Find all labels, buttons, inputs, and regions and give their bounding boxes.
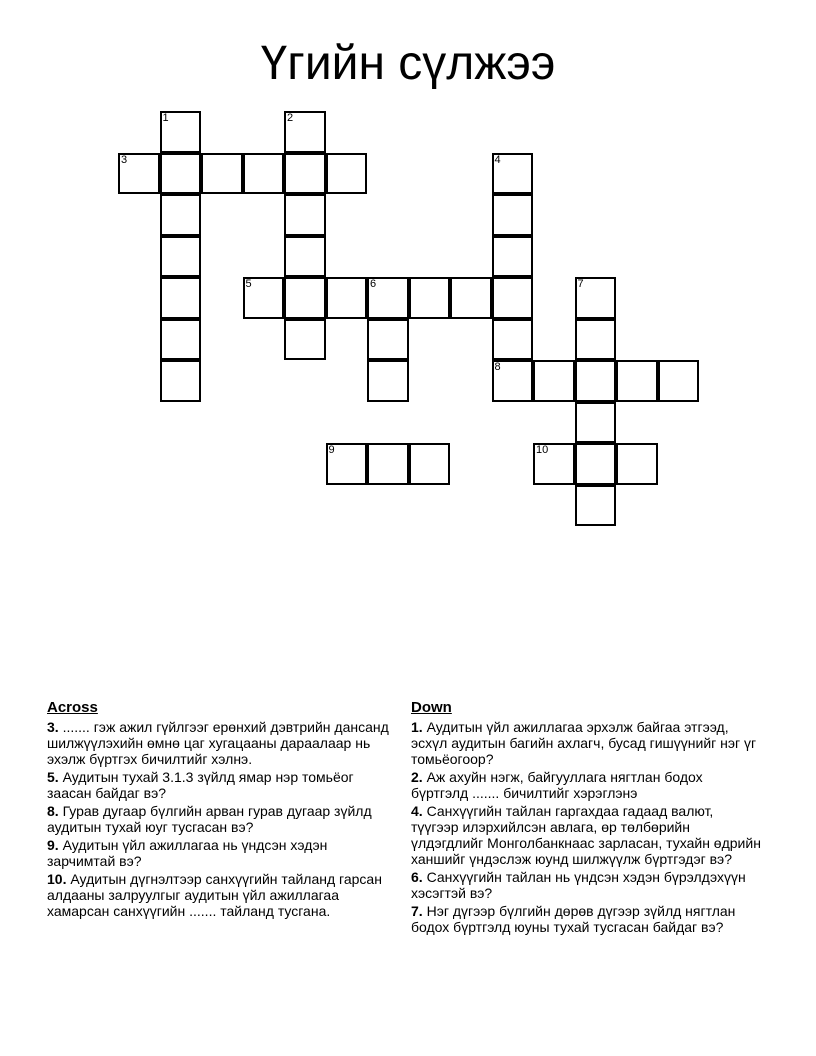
crossword-cell[interactable] [575, 485, 617, 527]
clue-number: 6. [411, 869, 423, 885]
clue-text: Санхүүгийн тайлан гаргахдаа гадаад валют, түүгээр илэрхийлсэн авлага, өр төлбөрийн үлдэгдлийг Монголбанкнаас зарласан, тухайн өдрийн ханшийг үндэслэж юунд шилжүүлж бүртгэдэг вэ? [411, 803, 761, 867]
clue-number: 4. [411, 803, 423, 819]
crossword-cell[interactable] [492, 194, 534, 236]
crossword-cell[interactable] [160, 111, 202, 153]
crossword-cell[interactable] [492, 236, 534, 278]
cell-number: 4 [494, 153, 501, 166]
clue-number: 9. [47, 837, 59, 853]
crossword-cell[interactable] [160, 153, 202, 195]
crossword-cell[interactable] [492, 360, 534, 402]
cell-number: 1 [162, 112, 169, 124]
crossword-cell[interactable] [533, 360, 575, 402]
across-heading: Across [47, 699, 98, 716]
cell-number: 2 [287, 112, 294, 124]
down-heading: Down [411, 699, 452, 716]
crossword-cell[interactable] [658, 360, 700, 402]
crossword-cell[interactable] [284, 277, 326, 319]
crossword-cell[interactable] [367, 319, 409, 361]
crossword-cell[interactable] [575, 360, 617, 402]
clue-down-2 [411, 769, 761, 801]
clue-down-4 [411, 803, 761, 867]
crossword-cell[interactable] [409, 277, 451, 319]
clue-text: ....... гэж ажил гүйлгээг ерөнхий дэвтрийн дансанд шилжүүлэхийн өмнө цаг хугацааны дараалаар нь эхэлж бүртгэх бичилтийг хэлнэ. [47, 719, 389, 767]
clue-number: 7. [411, 903, 423, 919]
crossword-cell[interactable] [160, 277, 202, 319]
crossword-cell[interactable] [284, 153, 326, 195]
cell-number: 7 [577, 278, 584, 290]
cell-number: 10 [536, 444, 549, 456]
crossword-cell[interactable] [575, 402, 617, 444]
clue-text: Аудитын тухай 3.1.3 зүйлд ямар нэр томьёог заасан байдаг вэ? [47, 769, 354, 801]
clue-number: 3. [47, 719, 59, 735]
crossword-cell[interactable] [616, 360, 658, 402]
crossword-cell[interactable] [160, 360, 202, 402]
crossword-cell[interactable] [575, 319, 617, 361]
crossword-cell[interactable] [533, 443, 575, 485]
clue-across-3 [47, 719, 397, 767]
crossword-cell[interactable] [367, 443, 409, 485]
crossword-cell[interactable] [450, 277, 492, 319]
clue-number: 1. [411, 719, 423, 735]
clue-number: 8. [47, 803, 59, 819]
clue-down-7 [411, 903, 761, 935]
cell-number: 9 [328, 444, 335, 456]
clue-text: Нэг дүгээр бүлгийн дөрөв дүгээр зүйлд нягтлан бодох бүртгэлд юуны тухай тусгасан байдаг вэ? [411, 903, 736, 935]
crossword-cell[interactable] [201, 153, 243, 195]
crossword-cell[interactable] [160, 236, 202, 278]
page-title: Үгийн сүлжээ [260, 37, 556, 90]
cell-number: 5 [245, 278, 252, 290]
clue-text: Аж ахуйн нэгж, байгууллага нягтлан бодох бүртгэлд ....... бичилтийг хэрэглэнэ [411, 769, 703, 801]
crossword-cell[interactable] [367, 277, 409, 319]
crossword-cell[interactable] [326, 277, 368, 319]
clue-text: Аудитын дүгнэлтээр санхүүгийн тайланд гарсан алдааны залруулгыг аудитын үйл ажиллагаа хамарсан санхүүгийн ....... тайланд тусгана. [47, 871, 382, 919]
crossword-cell[interactable] [575, 277, 617, 319]
crossword-cell[interactable] [118, 153, 160, 195]
crossword-cell[interactable] [284, 236, 326, 278]
crossword-cell[interactable] [284, 194, 326, 236]
clue-down-1 [411, 719, 761, 767]
crossword-cell[interactable] [492, 277, 534, 319]
clue-text: Аудитын үйл ажиллагаа эрхэлж байгаа этгээд, эсхүл аудитын багийн ахлагч, бусад гишүүнийг нэг үг томьёогоор? [411, 719, 757, 767]
crossword-cell[interactable] [160, 319, 202, 361]
crossword-cell[interactable] [367, 360, 409, 402]
clue-text: Санхүүгийн тайлан нь үндсэн хэдэн бүрэлдэхүүн хэсэгтэй вэ? [411, 869, 746, 901]
cell-number: 3 [121, 153, 128, 166]
clue-number: 2. [411, 769, 423, 785]
crossword-cell[interactable] [326, 443, 368, 485]
clue-across-9 [47, 837, 397, 869]
across-clues [47, 700, 397, 921]
crossword-cell[interactable] [616, 443, 658, 485]
clue-text: Аудитын үйл ажиллагаа нь үндсэн хэдэн зарчимтай вэ? [47, 837, 328, 869]
crossword-cell[interactable] [492, 153, 534, 195]
clue-across-10 [47, 871, 397, 919]
crossword-cell[interactable] [575, 443, 617, 485]
crossword-cell[interactable] [284, 111, 326, 153]
down-clues [411, 700, 761, 937]
crossword-cell[interactable] [409, 443, 451, 485]
clue-text: Гурав дугаар бүлгийн арван гурав дугаар зүйлд аудитын тухай юуг тусгасан вэ? [47, 803, 372, 835]
crossword-cell[interactable] [326, 153, 368, 195]
clue-down-6 [411, 869, 761, 901]
clue-across-5 [47, 769, 397, 801]
clue-number: 10. [47, 871, 67, 887]
crossword-cell[interactable] [284, 319, 326, 361]
clue-across-8 [47, 803, 397, 835]
cell-number: 6 [370, 278, 377, 290]
crossword-cell[interactable] [243, 153, 285, 195]
clue-number: 5. [47, 769, 59, 785]
crossword-cell[interactable] [243, 277, 285, 319]
crossword-cell[interactable] [492, 319, 534, 361]
cell-number: 8 [494, 361, 501, 373]
crossword-cell[interactable] [160, 194, 202, 236]
